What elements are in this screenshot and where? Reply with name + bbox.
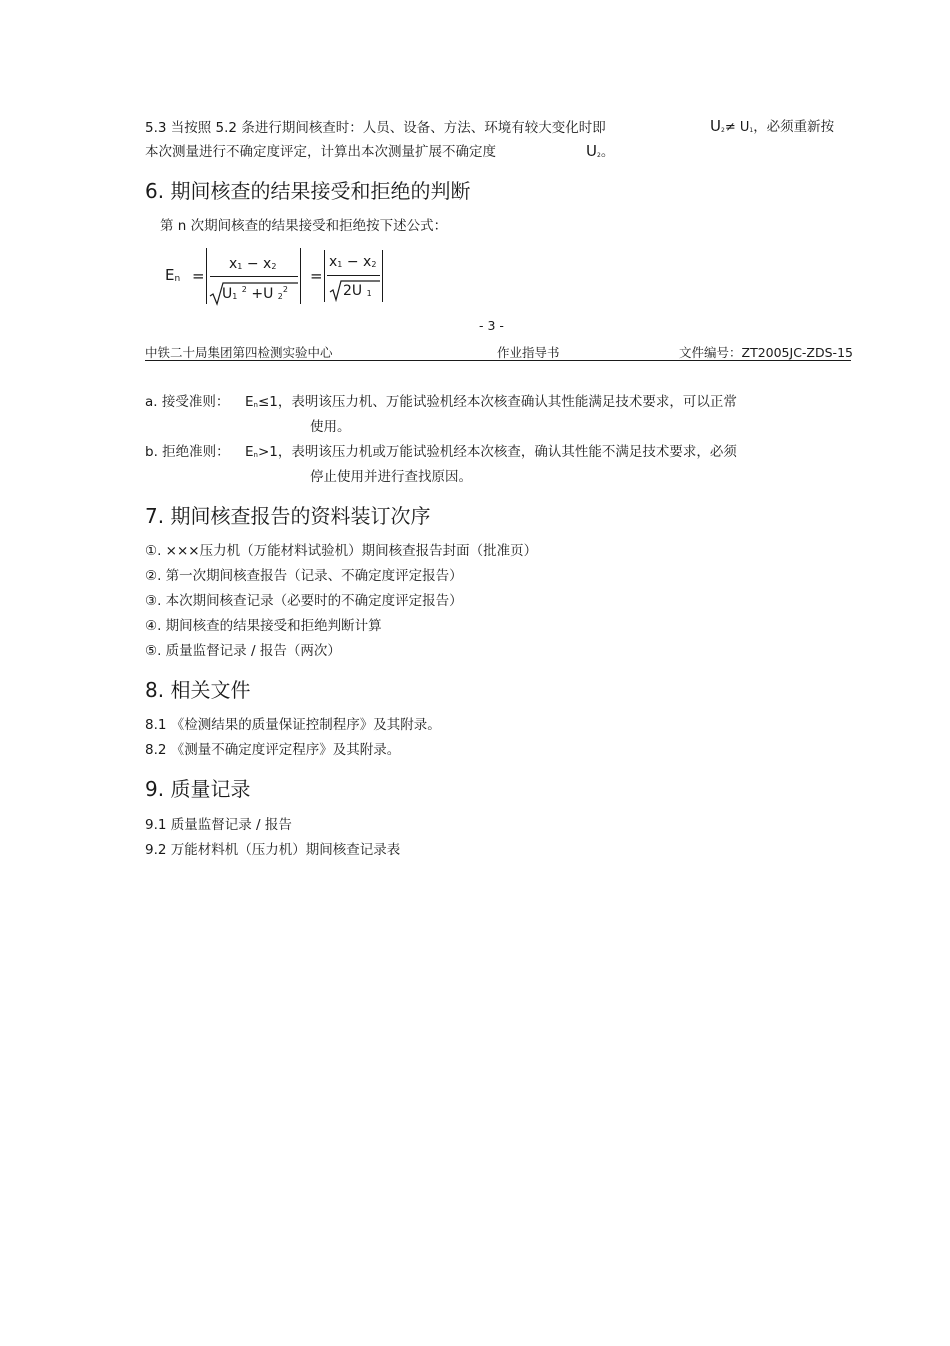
u2-sub: 2 [277,292,283,301]
criteria-b [245,442,737,465]
criteria-a-e: E [245,394,254,410]
denominator-1 [222,285,288,302]
sec9-item: 9.1 质量监督记录 / 报告 [145,817,292,833]
criteria-b-sub: n [253,451,258,459]
x1-sub: 1 [237,262,243,271]
u2-sq: 2 [282,285,288,294]
criteria-a-text: ≤1，表明该压力机、万能试验机经本次核查确认其性能满足技术要求，可以正常 [257,394,737,410]
sec5-3-line1-text: 5.3 当按照 5.2 条进行期间核查时：人员、设备、方法、环境有较大变化时即 [145,120,606,136]
u2-symbol-line2 [586,141,614,166]
x1: x [229,256,238,272]
two-u1-sub: 1 [366,289,372,298]
header-rule [145,360,851,361]
sec7-item: ③. 本次期间核查记录（必要时的不确定度评定报告） [145,593,463,609]
u1-sub: 1 [749,127,754,134]
criteria-a [245,392,737,415]
x1b-sub: 1 [337,260,343,269]
criteria-b-e: E [245,444,254,460]
formula-eq1: = [192,267,205,285]
sec8-item: 8.1 《检测结果的质量保证控制程序》及其附录。 [145,717,441,733]
sec5-3-line2 [145,142,496,162]
criteria-b-text: >1，表明该压力机或万能试验机经本次核查，确认其性能不满足技术要求，必须 [257,444,737,460]
sec7-item: ①. ×××压力机（万能材料试验机）期间核查报告封面（批准页） [145,543,538,559]
fraction-bar-1 [210,276,298,277]
period: 。 [600,144,615,160]
neq-symbol: ≠ U [724,120,750,135]
header-right: 文件编号：ZT2005JC-ZDS-15 [679,345,853,360]
u1-sq: 2 [241,285,247,294]
u2-neq-u1 [710,116,834,141]
sec9-item: 9.2 万能材料机（压力机）期间核查记录表 [145,842,401,858]
x2b-sub: 2 [371,260,377,269]
page-number: - 3 - [479,318,504,333]
x1b: x [329,254,338,270]
lhs-e: E [165,266,175,284]
numerator-2 [329,254,376,270]
lhs-sub: n [174,274,181,284]
header-center: 作业指导书 [497,345,560,360]
abs-bar-left-2 [324,250,325,302]
sec7-item: ④. 期间核查的结果接受和拒绝判断计算 [145,618,382,634]
sec8-item: 8.2 《测量不确定度评定程序》及其附录。 [145,742,401,758]
minus-x2: − x [246,256,272,272]
u-sub: 2 [720,127,725,134]
criteria-a-sub: n [253,401,258,409]
u1: U [222,286,233,302]
abs-bar-right-2 [382,250,383,302]
u-symbol: U [710,117,721,135]
formula-lhs [165,266,180,284]
criteria-b-label: b. 拒绝准则： [145,444,230,460]
abs-bar-right-1 [300,248,301,304]
criteria-a-label: a. 接受准则： [145,394,230,410]
sec7-heading: 7. 期间核查报告的资料装订次序 [145,504,431,528]
sec5-3-line1-tail: ，必须重新按 [753,119,835,135]
numerator-1 [229,256,276,272]
formula-eq2: = [310,267,323,285]
criteria-b-cont: 停止使用并进行查找原因。 [310,469,472,485]
u-sub-2: 2 [596,152,601,159]
u1-sub: 1 [232,292,238,301]
criteria-a-cont: 使用。 [310,419,351,435]
fraction-bar-2 [327,275,380,276]
sec9-heading: 9. 质量记录 [145,777,251,801]
sec5-3-line2-text: 本次测量进行不确定度评定，计算出本次测量扩展不确定度 [145,144,496,160]
abs-bar-left-1 [206,248,207,304]
sec6-intro: 第 n 次期间核查的结果接受和拒绝按下述公式： [160,218,448,234]
u-symbol-2: U [586,142,597,160]
header-left: 中铁二十局集团第四检测实验中心 [145,345,333,360]
plus-u2: +U [251,286,274,302]
sec8-heading: 8. 相关文件 [145,678,251,702]
sec7-item: ⑤. 质量监督记录 / 报告（两次） [145,643,341,659]
two-u1: 2U [343,283,363,299]
sec5-3-line1 [145,118,606,138]
x2-sub: 2 [271,262,277,271]
sec7-item: ②. 第一次期间核查报告（记录、不确定度评定报告） [145,568,463,584]
minus-x2b: − x [346,254,372,270]
denominator-2 [343,283,372,299]
sec6-heading: 6. 期间核查的结果接受和拒绝的判断 [145,179,471,203]
